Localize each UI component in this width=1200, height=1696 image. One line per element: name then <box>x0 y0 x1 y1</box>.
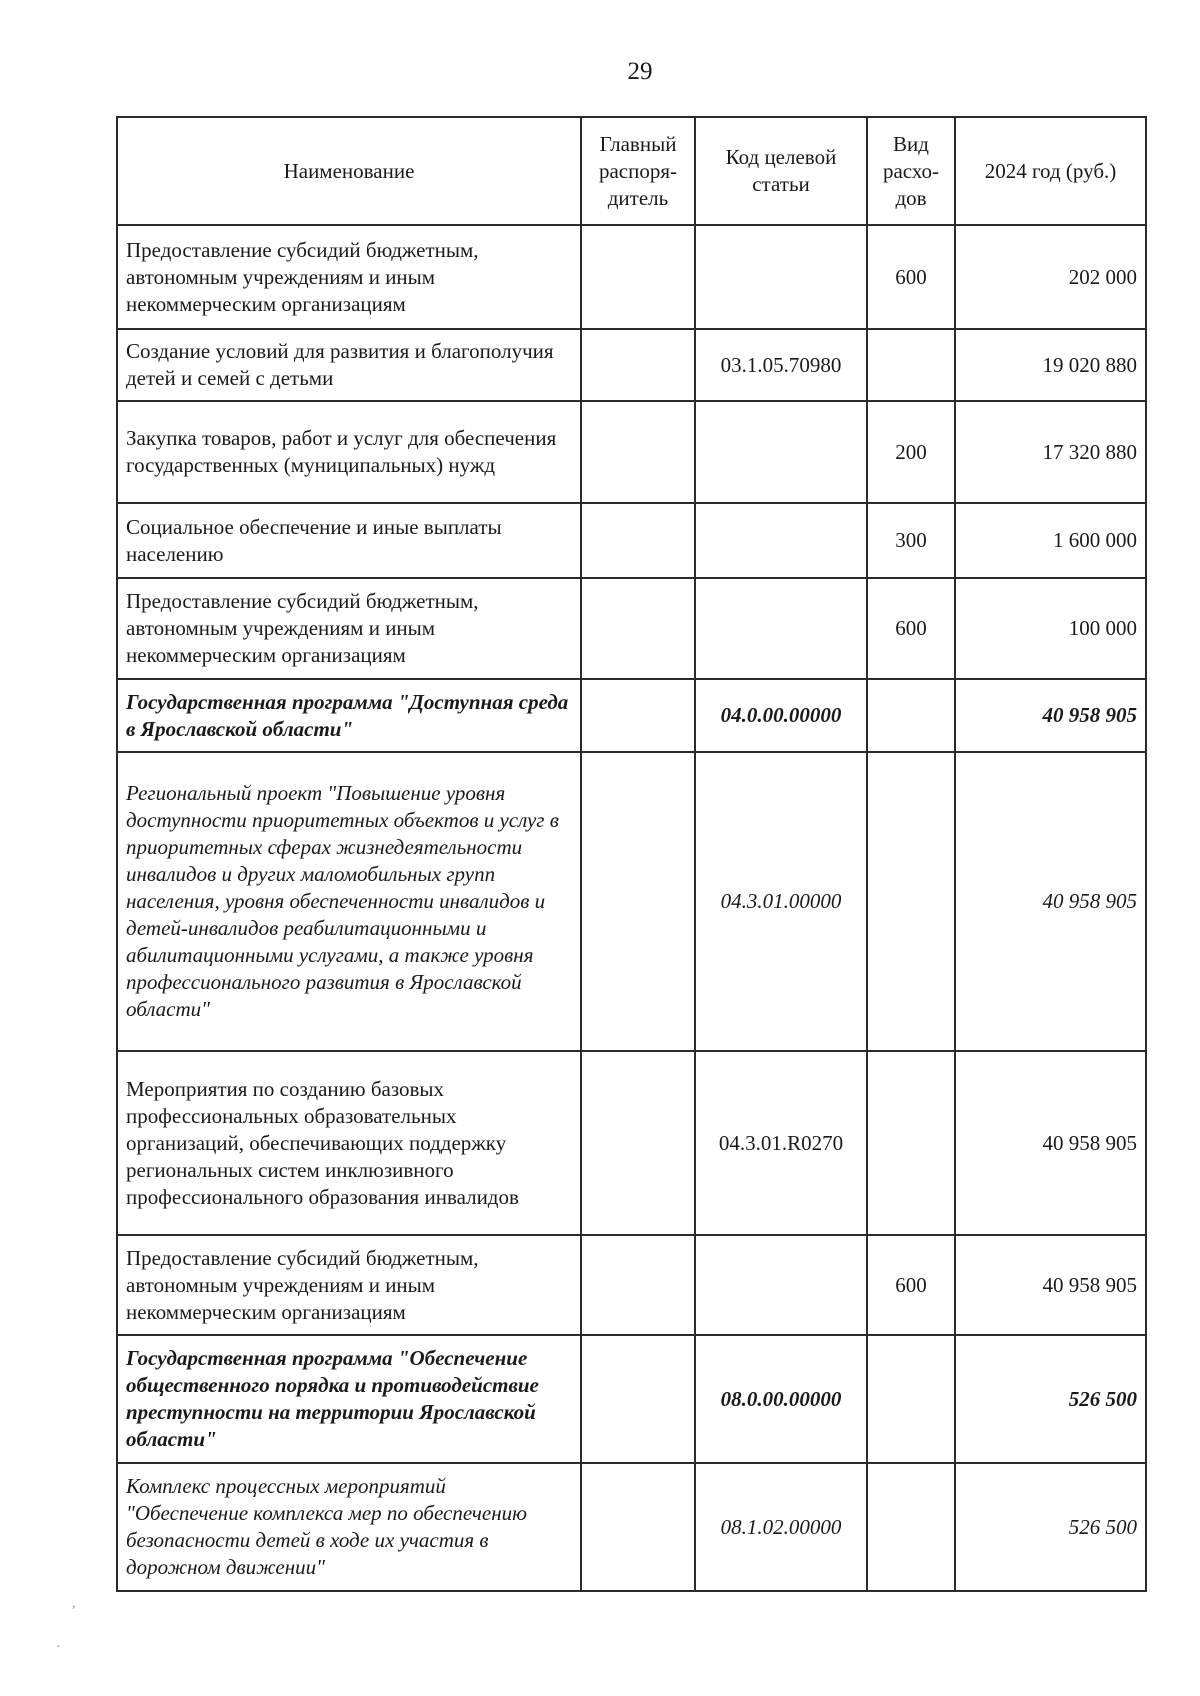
row-name: Государственная программа "Обеспечение общественного порядка и противодействие преступности на территории Ярославской области" <box>117 1335 581 1463</box>
row-main-manager <box>581 752 695 1051</box>
row-amount: 17 320 880 <box>955 401 1146 503</box>
row-amount: 40 958 905 <box>955 1051 1146 1235</box>
row-main-manager <box>581 401 695 503</box>
row-expense-kind <box>867 1335 955 1463</box>
row-expense-kind: 600 <box>867 1235 955 1335</box>
row-main-manager <box>581 329 695 401</box>
table-row <box>117 578 1146 679</box>
row-expense-kind <box>867 329 955 401</box>
row-name: Государственная программа "Доступная среда в Ярославской области" <box>117 679 581 752</box>
row-expense-kind <box>867 1051 955 1235</box>
header-expense-kind: Вид расхо-дов <box>867 117 955 225</box>
row-target-code <box>695 503 867 578</box>
row-main-manager <box>581 225 695 329</box>
row-name: Создание условий для развития и благополучия детей и семей с детьми <box>117 329 581 401</box>
row-name: Региональный проект "Повышение уровня доступности приоритетных объектов и услуг в приоритетных сферах жизнедеятельности инвалидов и других маломобильных групп населения, уровня обеспеченности инвалидов и детей-инвалидов реабилитационными и абилитационными услугами, а также уровня профессионального развития в Ярославской области" <box>117 752 581 1051</box>
table-row <box>117 1463 1146 1591</box>
row-main-manager <box>581 503 695 578</box>
row-expense-kind: 600 <box>867 225 955 329</box>
row-expense-kind <box>867 752 955 1051</box>
row-amount: 19 020 880 <box>955 329 1146 401</box>
row-expense-kind <box>867 679 955 752</box>
row-amount: 40 958 905 <box>955 679 1146 752</box>
row-name: Мероприятия по созданию базовых профессиональных образовательных организаций, обеспечивающих поддержку региональных систем инклюзивного профессионального образования инвалидов <box>117 1051 581 1235</box>
row-name: Социальное обеспечение и иные выплаты населению <box>117 503 581 578</box>
row-amount: 40 958 905 <box>955 752 1146 1051</box>
table-row <box>117 503 1146 578</box>
row-target-code: 04.3.01.R0270 <box>695 1051 867 1235</box>
row-target-code: 04.0.00.00000 <box>695 679 867 752</box>
row-main-manager <box>581 1463 695 1591</box>
row-amount: 526 500 <box>955 1463 1146 1591</box>
row-amount: 100 000 <box>955 578 1146 679</box>
header-target-code: Код целевой статьи <box>695 117 867 225</box>
page-number: 29 <box>627 58 653 85</box>
row-target-code: 04.3.01.00000 <box>695 752 867 1051</box>
row-main-manager <box>581 1335 695 1463</box>
row-main-manager <box>581 679 695 752</box>
row-target-code: 08.0.00.00000 <box>695 1335 867 1463</box>
row-name: Закупка товаров, работ и услуг для обеспечения государственных (муниципальных) нужд <box>117 401 581 503</box>
row-target-code: 03.1.05.70980 <box>695 329 867 401</box>
row-name: Предоставление субсидий бюджетным, автономным учреждениям и иным некоммерческим организациям <box>117 225 581 329</box>
scan-speck: , <box>72 1596 76 1611</box>
header-name: Наименование <box>117 117 581 225</box>
table-row <box>117 401 1146 503</box>
row-target-code <box>695 225 867 329</box>
table-body <box>117 225 1146 1591</box>
table-row <box>117 679 1146 752</box>
row-main-manager <box>581 1235 695 1335</box>
row-target-code <box>695 401 867 503</box>
table-header-row <box>117 117 1146 225</box>
table-row <box>117 329 1146 401</box>
row-target-code: 08.1.02.00000 <box>695 1463 867 1591</box>
table-row <box>117 1235 1146 1335</box>
row-target-code <box>695 1235 867 1335</box>
header-year-2024: 2024 год (руб.) <box>955 117 1146 225</box>
table-row <box>117 225 1146 329</box>
row-expense-kind: 200 <box>867 401 955 503</box>
table-row <box>117 1051 1146 1235</box>
row-name: Предоставление субсидий бюджетным, автономным учреждениям и иным некоммерческим организациям <box>117 578 581 679</box>
row-expense-kind <box>867 1463 955 1591</box>
row-amount: 1 600 000 <box>955 503 1146 578</box>
row-name: Комплекс процессных мероприятий "Обеспечение комплекса мер по обеспечению безопасности детей в ходе их участия в дорожном движении" <box>117 1463 581 1591</box>
row-expense-kind: 600 <box>867 578 955 679</box>
row-amount: 40 958 905 <box>955 1235 1146 1335</box>
budget-table <box>116 116 1147 1592</box>
row-amount: 202 000 <box>955 225 1146 329</box>
scan-speck: · <box>56 1640 61 1655</box>
row-main-manager <box>581 578 695 679</box>
header-main-manager: Главный распоря-дитель <box>581 117 695 225</box>
row-main-manager <box>581 1051 695 1235</box>
row-name: Предоставление субсидий бюджетным, автономным учреждениям и иным некоммерческим организациям <box>117 1235 581 1335</box>
row-expense-kind: 300 <box>867 503 955 578</box>
row-amount: 526 500 <box>955 1335 1146 1463</box>
table-row <box>117 1335 1146 1463</box>
row-target-code <box>695 578 867 679</box>
table-row <box>117 752 1146 1051</box>
